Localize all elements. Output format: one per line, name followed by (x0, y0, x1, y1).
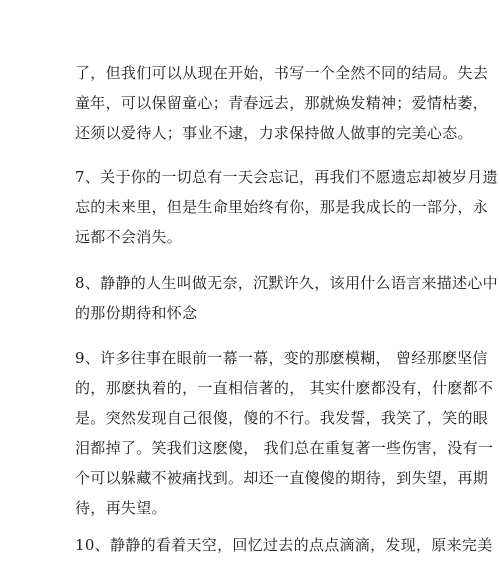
text-line: 远都不会消失。 (75, 228, 183, 246)
paragraph-7 (75, 162, 498, 252)
text-line: 的那份期待和怀念 (75, 304, 198, 322)
paragraph-8 (75, 268, 498, 328)
text-line: 的，那麽执着的，一直相信著的， 其实什麽都没有，什麽都不 (75, 379, 494, 397)
text-line: 待，再失望。 (75, 499, 167, 517)
text-line: 个可以躲藏不被痛找到。却还一直傻傻的期待，到失望，再期 (75, 469, 489, 487)
text-line: 童年，可以保留童心；青春远去，那就焕发精神；爱情枯萎， (75, 94, 489, 112)
text-line: 忘的未来里，但是生命里始终有你，那是我成长的一部分，永 (75, 198, 489, 216)
text-line: 7、关于你的一切总有一天会忘记，再我们不愿遗忘却被岁月遗 (75, 168, 498, 186)
text-line: 是。突然发现自己很傻，傻的不行。我发誓，我笑了，笑的眼 (75, 409, 489, 427)
text-line: 10、静静的看着天空，回忆过去的点点滴滴，发现，原来完美 (75, 536, 493, 554)
paragraph-10 (75, 530, 493, 560)
paragraph-continued (75, 58, 489, 148)
paragraph-9 (75, 343, 494, 523)
text-line: 了，但我们可以从现在开始，书写一个全然不同的结局。失去 (75, 64, 489, 82)
text-line: 9、许多往事在眼前一幕一幕，变的那麽模糊， 曾经那麽坚信 (75, 349, 488, 367)
text-line: 8、静静的人生叫做无奈，沉默许久，该用什么语言来描述心中 (75, 274, 498, 292)
text-line: 泪都掉了。笑我们这麽傻， 我们总在重复著一些伤害，没有一 (75, 439, 494, 457)
text-line: 还须以爱待人；事业不逮，力求保持做人做事的完美心态。 (75, 124, 473, 142)
